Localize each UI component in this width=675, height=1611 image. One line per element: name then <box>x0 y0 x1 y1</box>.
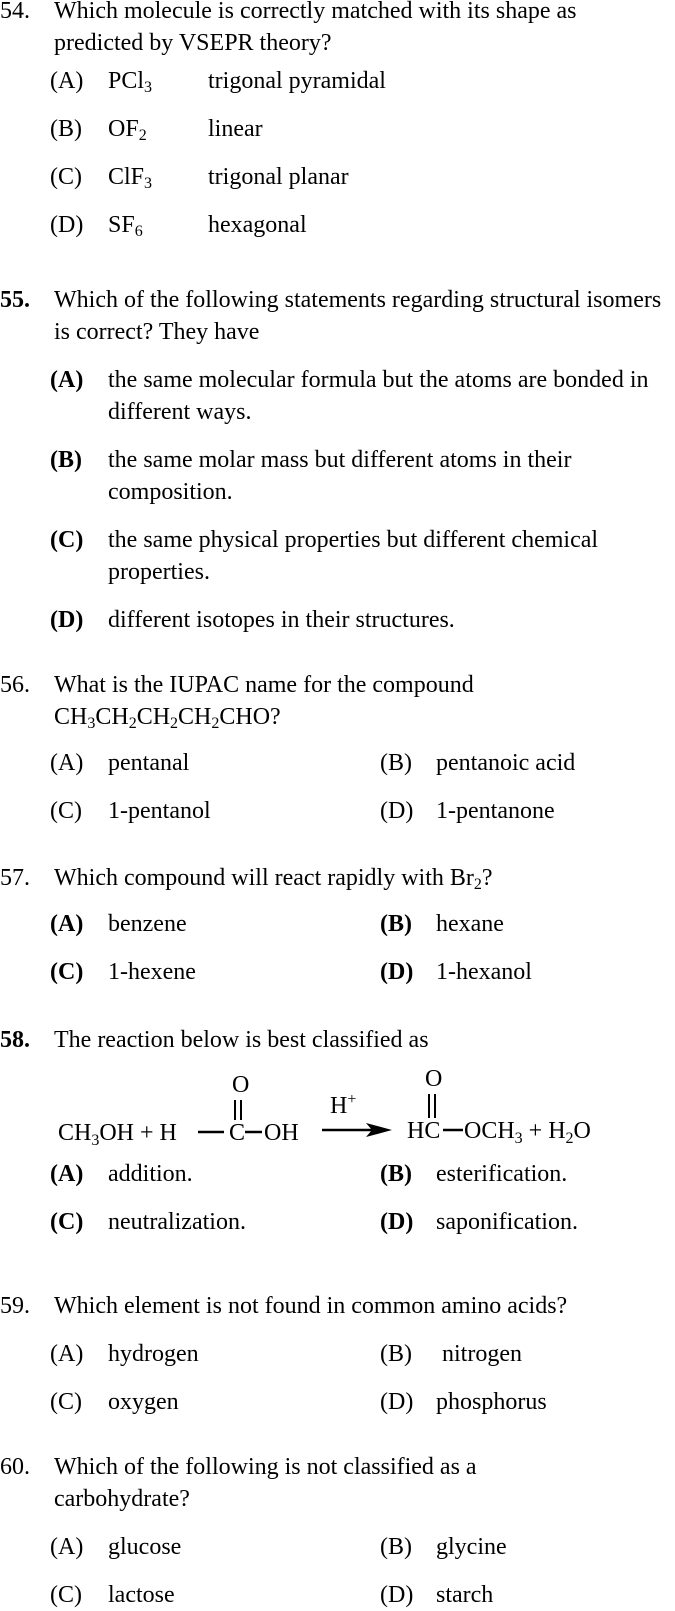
option-label: (C) <box>50 1209 84 1235</box>
option-text: hydrogen <box>108 1341 199 1367</box>
compound-formula: $CH_3CH_2CH_2CH_2CHO$? <box>54 704 281 732</box>
option-label: (D) <box>50 212 84 238</box>
option-d[interactable] <box>50 604 670 636</box>
option-c[interactable] <box>50 956 350 988</box>
product-ester-and-water: $OCH_3 + H_2O$ <box>464 1118 591 1147</box>
question-number: 54. <box>0 0 30 24</box>
option-text: 1-hexene <box>108 959 196 985</box>
option-label: (D) <box>380 1389 414 1415</box>
option-shape: trigonal pyramidal <box>208 68 386 94</box>
option-text: different isotopes in their structures. <box>108 607 455 633</box>
option-label: (B) <box>380 750 412 776</box>
option-label: (A) <box>50 1161 84 1187</box>
option-text: saponification. <box>436 1209 578 1235</box>
option-label: (B) <box>380 1161 412 1187</box>
option-label: (B) <box>50 116 82 142</box>
option-d[interactable] <box>380 1579 670 1611</box>
option-d[interactable] <box>380 1206 670 1238</box>
question-number: 58. <box>0 1027 30 1053</box>
option-text: 1-pentanone <box>436 798 555 824</box>
option-text: the same physical properties but different chemical properties. <box>108 527 599 585</box>
option-label: (D) <box>380 959 414 985</box>
option-a[interactable] <box>50 1338 350 1370</box>
reaction-equation <box>0 1056 675 1156</box>
option-formula: $OF_2$ <box>108 116 147 144</box>
option-text: glucose <box>108 1534 182 1560</box>
option-c[interactable] <box>50 1579 350 1611</box>
option-text: pentanal <box>108 750 190 776</box>
option-label: (A) <box>50 911 84 937</box>
option-label: (B) <box>380 911 412 937</box>
option-b[interactable] <box>380 1531 670 1563</box>
option-d[interactable] <box>50 209 610 241</box>
question-number: 56. <box>0 672 30 698</box>
option-label: (C) <box>50 1389 82 1415</box>
option-label: (A) <box>50 68 84 94</box>
option-shape: trigonal planar <box>208 164 349 190</box>
option-c[interactable] <box>50 161 610 193</box>
question-number: 59. <box>0 1293 30 1319</box>
option-b[interactable] <box>380 908 670 940</box>
option-b[interactable] <box>50 113 610 145</box>
question-text: Which of the following is not classified as a carbohydrate? <box>54 1454 477 1512</box>
option-c[interactable] <box>50 524 670 588</box>
option-label: (A) <box>50 1341 84 1367</box>
question-text: What is the IUPAC name for the compound $CH_3CH_2CH_2CH_2CHO$? <box>54 672 474 732</box>
option-text: esterification. <box>436 1161 568 1187</box>
option-text: starch <box>436 1582 494 1608</box>
option-d[interactable] <box>380 795 670 827</box>
option-c[interactable] <box>50 1206 350 1238</box>
option-label: (D) <box>380 1582 414 1608</box>
option-formula: $SF_6$ <box>108 212 143 240</box>
option-text: 1-pentanol <box>108 798 211 824</box>
option-text: nitrogen <box>436 1341 522 1367</box>
option-text: pentanoic acid <box>436 750 576 776</box>
option-text: neutralization. <box>108 1209 246 1235</box>
option-label: (C) <box>50 527 84 553</box>
option-b[interactable] <box>380 1158 670 1190</box>
option-text: oxygen <box>108 1389 179 1415</box>
hydroxyl-group: OH <box>264 1120 299 1146</box>
option-text: lactose <box>108 1582 175 1608</box>
option-a[interactable] <box>50 1158 350 1190</box>
option-text: phosphorus <box>436 1389 547 1415</box>
option-text: benzene <box>108 911 187 937</box>
option-formula: PCl$_3$ <box>108 68 153 96</box>
option-label: (D) <box>380 798 414 824</box>
question-number: 60. <box>0 1454 30 1480</box>
option-label: (D) <box>380 1209 414 1235</box>
option-label: (C) <box>50 798 82 824</box>
option-b[interactable] <box>380 747 670 779</box>
option-text: glycine <box>436 1534 507 1560</box>
option-d[interactable] <box>380 956 670 988</box>
product-carbonyl-oxygen: O <box>425 1066 443 1092</box>
option-b[interactable] <box>50 444 670 508</box>
option-label: (A) <box>50 750 84 776</box>
option-c[interactable] <box>50 1386 350 1418</box>
option-shape: hexagonal <box>208 212 307 238</box>
option-label: (A) <box>50 1534 84 1560</box>
question-text: Which compound will react rapidly with $Br_2$? <box>54 865 493 893</box>
question-text: The reaction below is best classified as <box>54 1027 429 1053</box>
question-text: Which molecule is correctly matched with its shape as predicted by VSEPR theory? <box>54 0 577 56</box>
option-text: 1-hexanol <box>436 959 532 985</box>
option-label: (C) <box>50 959 84 985</box>
option-label: (B) <box>380 1534 412 1560</box>
option-label: (D) <box>50 607 84 633</box>
carbonyl-oxygen: O <box>232 1072 250 1098</box>
option-formula: ClF$_3$ <box>108 164 153 192</box>
question-text: Which of the following statements regarding structural isomers is correct? They have <box>54 287 662 345</box>
product-hc: HC <box>407 1118 441 1144</box>
question-text: Which element is not found in common amino acids? <box>54 1293 568 1319</box>
option-a[interactable] <box>50 65 610 97</box>
option-label: (B) <box>50 447 82 473</box>
option-c[interactable] <box>50 795 350 827</box>
option-label: (B) <box>380 1341 412 1367</box>
reactant-methanol: $CH_3OH + H$ <box>58 1120 177 1149</box>
question-number: 57. <box>0 865 30 891</box>
option-shape: linear <box>208 116 263 142</box>
catalyst-label: H+ <box>330 1091 357 1119</box>
option-a[interactable] <box>50 747 350 779</box>
option-a[interactable] <box>50 908 350 940</box>
option-label: (C) <box>50 164 82 190</box>
option-b[interactable] <box>380 1338 670 1370</box>
option-text: hexane <box>436 911 504 937</box>
question-number: 55. <box>0 287 30 313</box>
option-d[interactable] <box>380 1386 670 1418</box>
option-label: (A) <box>50 367 84 393</box>
option-text: the same molar mass but different atoms in their composition. <box>108 447 572 505</box>
option-a[interactable] <box>50 364 670 428</box>
option-a[interactable] <box>50 1531 350 1563</box>
option-text: the same molecular formula but the atoms are bonded in different ways. <box>108 367 649 425</box>
option-label: (C) <box>50 1582 82 1608</box>
carbon-atom: C <box>229 1120 246 1146</box>
option-text: addition. <box>108 1161 193 1187</box>
